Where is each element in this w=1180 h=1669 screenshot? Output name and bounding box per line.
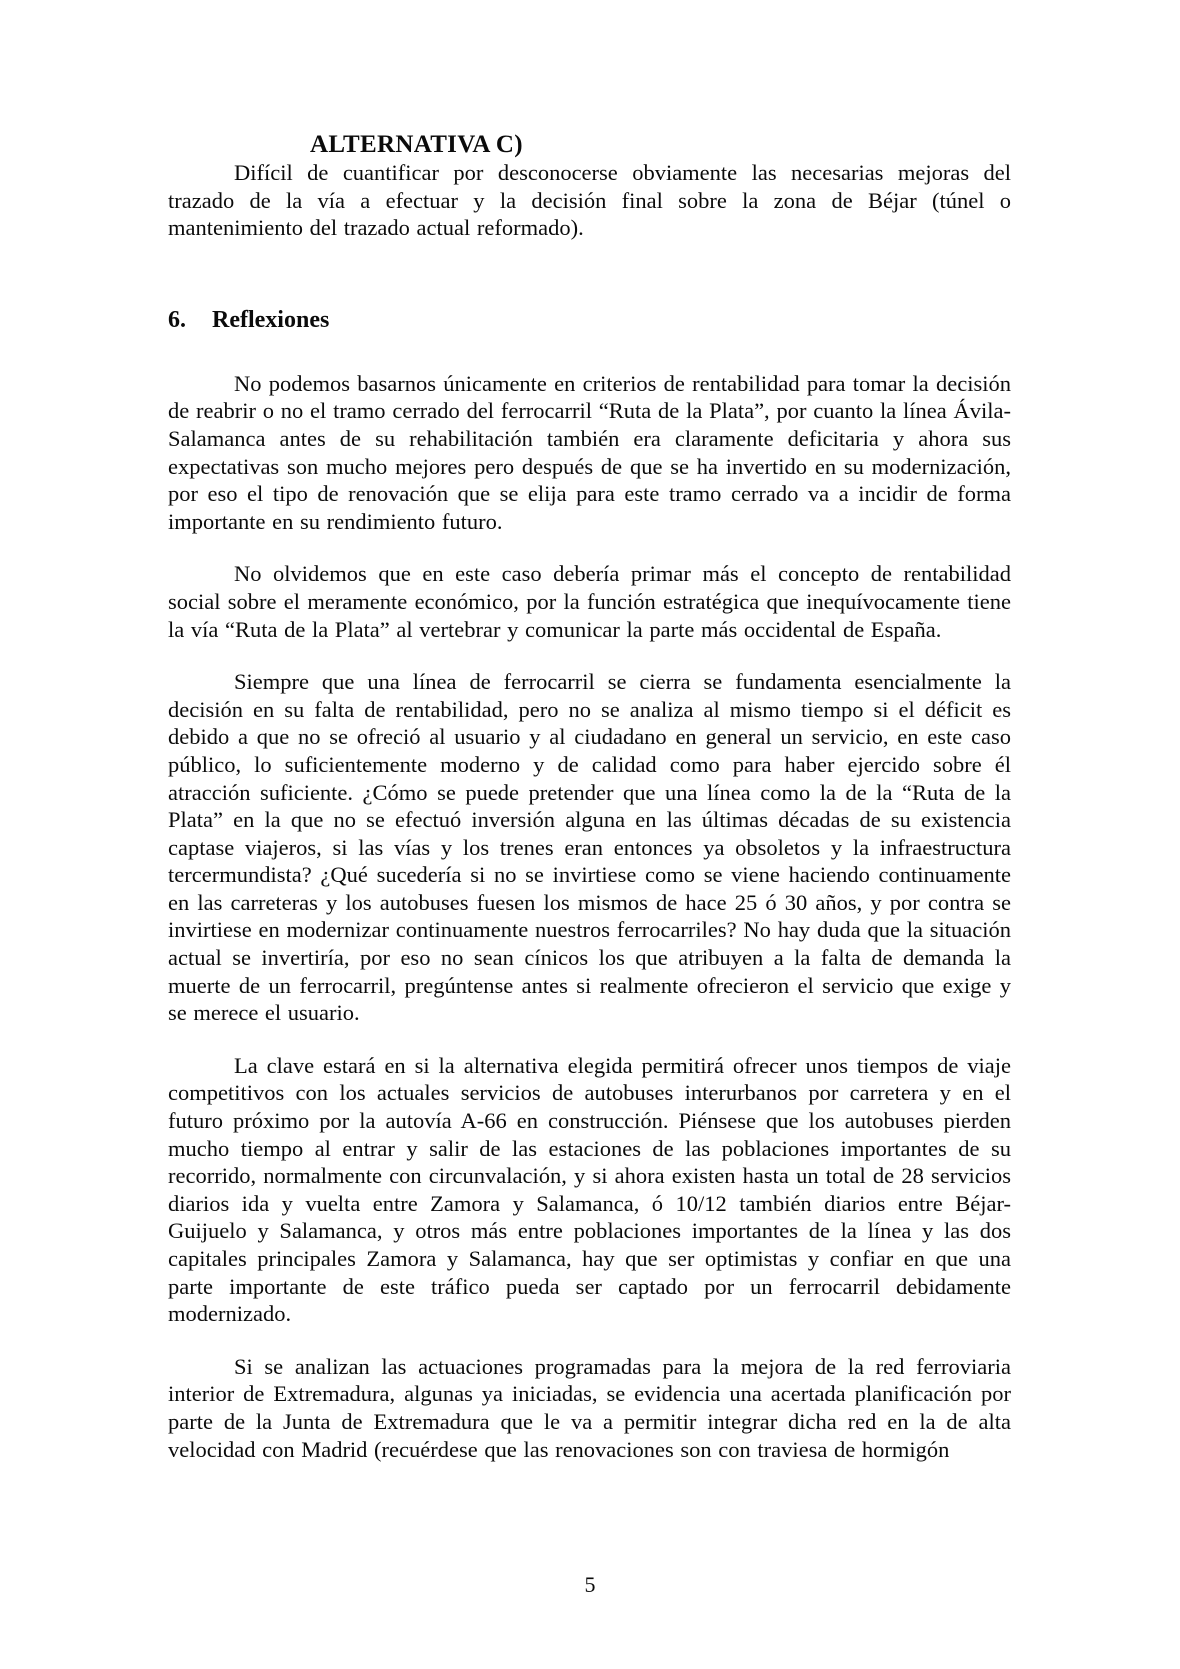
body-paragraph: No olvidemos que en este caso debería primar más el concepto de rentabilidad social sobre el meramente económico, por la función estratégica que inequívocamente tiene la vía “Ruta de la Plata” al vertebrar y comunicar la parte más occidental de España.: [168, 561, 1011, 642]
document-title: ALTERNATIVA C): [310, 131, 523, 158]
section-heading: [168, 306, 1011, 334]
body-paragraph: La clave estará en si la alternativa elegida permitirá ofrecer unos tiempos de viaje competitivos con los actuales servicios de autobuses interurbanos por carretera y en el futuro próximo por la autovía A-66 en construcción. Piénsese que los autobuses pierden mucho tiempo al entrar y salir de las estaciones de las poblaciones importantes de su recorrido, normalmente con circunvalación, y si ahora existen hasta un total de 28 servicios diarios ida y vuelta entre Zamora y Salamanca, ó 10/12 también diarios entre Béjar-Guijuelo y Salamanca, y otros más entre poblaciones importantes de la línea y las dos capitales principales Zamora y Salamanca, hay que ser optimistas y confiar en que una parte importante de este tráfico pueda ser captado por un ferrocarril debidamente modernizado.: [168, 1052, 1011, 1327]
body-paragraph: Si se analizan las actuaciones programadas para la mejora de la red ferroviaria interior de Extremadura, algunas ya iniciadas, se evidencia una acertada planificación por parte de la Junta de Extremadura que le va a permitir integrar dicha red en la de alta velocidad con Madrid (recuérdese que las renovaciones son con traviesa de hormigón: [168, 1353, 1011, 1462]
body-paragraph: No podemos basarnos únicamente en criterios de rentabilidad para tomar la decisión de reabrir o no el tramo cerrado del ferrocarril “Ruta de la Plata”, por cuanto la línea Ávila-Salamanca antes de su rehabilitación también era claramente deficitaria y ahora sus expectativas son mucho mejores pero después de que se ha invertido en su modernización, por eso el tipo de renovación que se elija para este tramo cerrado va a incidir de forma importante en su rendimiento futuro.: [168, 370, 1011, 534]
page-number: 5: [584, 1572, 596, 1597]
section-title: Reflexiones: [212, 306, 330, 333]
page-content: [168, 131, 1011, 1488]
body-paragraph: Siempre que una línea de ferrocarril se cierra se fundamenta esencialmente la decisión en su falta de rentabilidad, pero no se analiza al mismo tiempo si el déficit es debido a que no se ofreció al usuario y al ciudadano en general un servicio, en este caso público, lo suficientemente moderno y de calidad como para haber ejercido sobre él atracción suficiente. ¿Cómo se puede pretender que una línea como la de la “Ruta de la Plata” en la que no se efectuó inversión alguna en las últimas décadas de su existencia captase viajeros, si las vías y los trenes eran entonces ya obsoletos y la infraestructura tercermundista? ¿Qué sucedería si no se invirtiese como se viene haciendo continuamente en las carreteras y los autobuses fuesen los mismos de hace 25 ó 30 años, y por contra se invirtiese en modernizar continuamente nuestros ferrocarriles? No hay duda que la situación actual se invertiría, por eso no sean cínicos los que atribuyen a la falta de demanda la muerte de un ferrocarril, pregúntense antes si realmente ofrecieron el servicio que exige y se merece el usuario.: [168, 669, 1011, 1026]
section-number: 6.: [168, 306, 186, 333]
intro-paragraph: Difícil de cuantificar por desconocerse obviamente las necesarias mejoras del trazado de la vía a efectuar y la decisión final sobre la zona de Béjar (túnel o mantenimiento del trazado actual reformado).: [168, 160, 1011, 241]
